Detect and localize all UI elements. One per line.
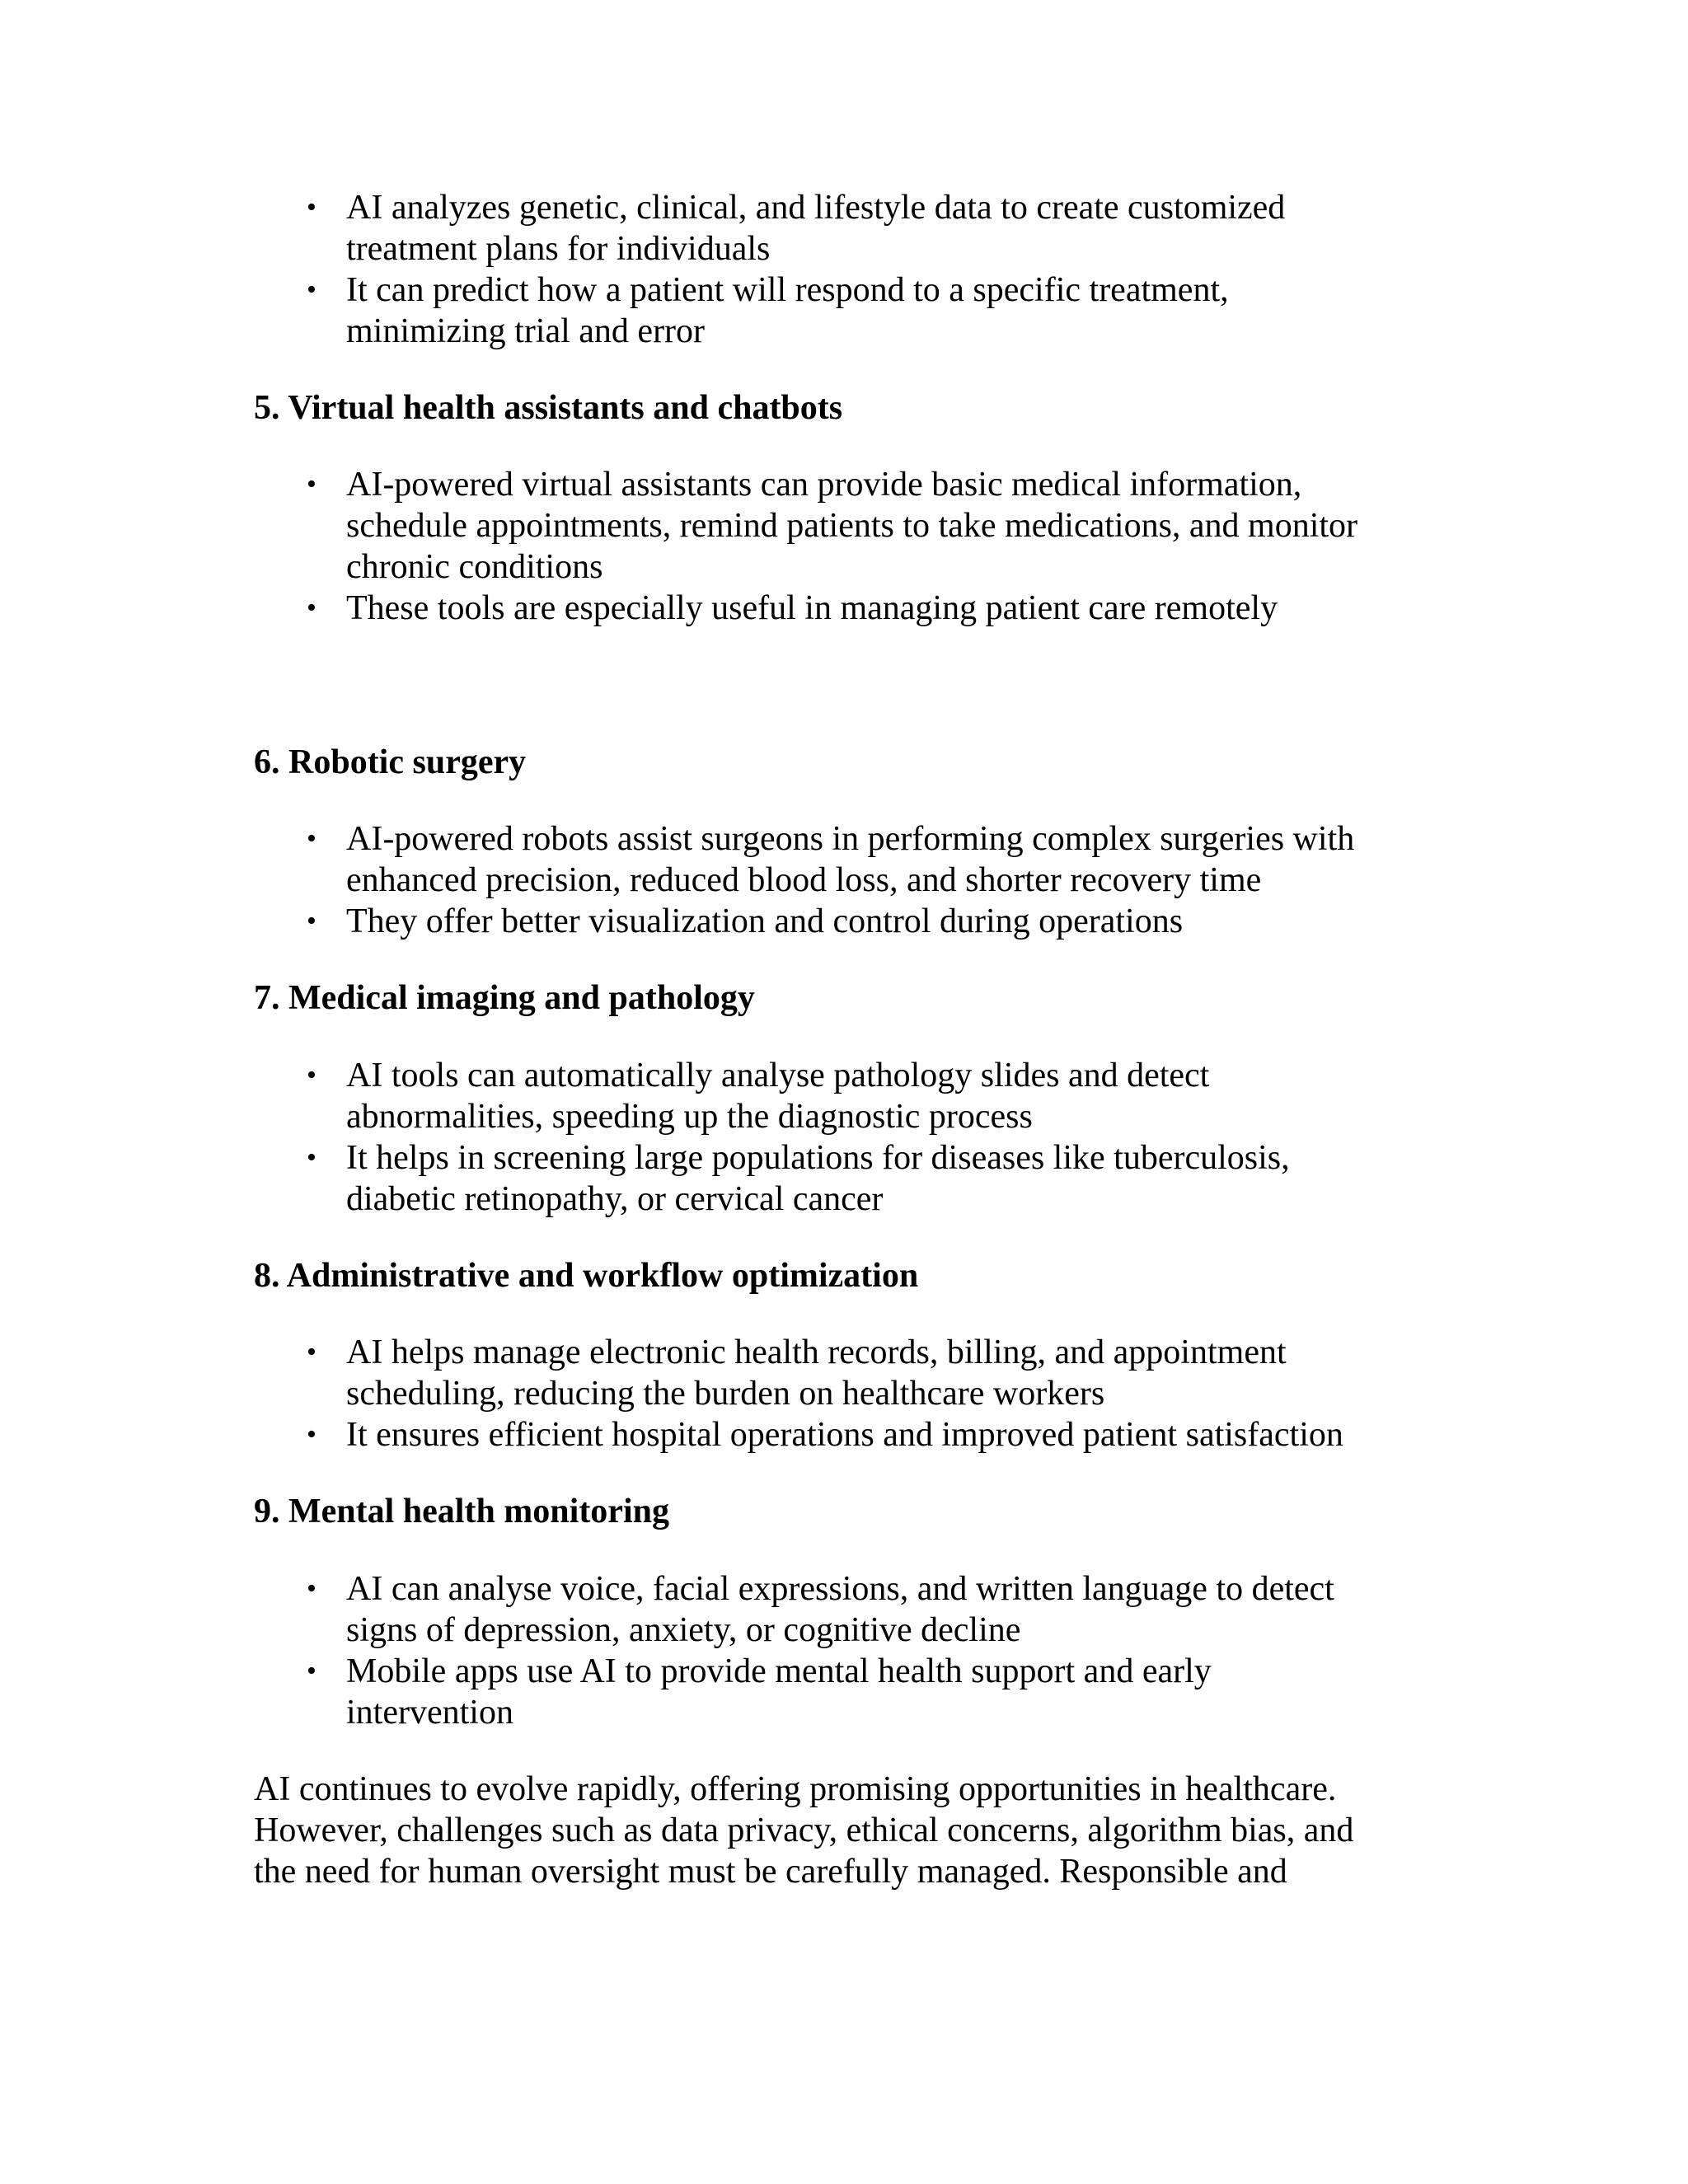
- bullet-icon: •: [307, 593, 316, 623]
- list-item-line: AI tools can automatically analyse pathology slides and detect: [346, 1057, 1210, 1094]
- list-item-line: treatment plans for individuals: [346, 230, 771, 268]
- list-item-line: It helps in screening large populations for diseases like tuberculosis,: [346, 1139, 1290, 1177]
- list-item-line: Mobile apps use AI to provide mental health support and early: [346, 1652, 1212, 1690]
- list-item-line: AI helps manage electronic health records, billing, and appointment: [346, 1333, 1287, 1371]
- paragraph-line: However, challenges such as data privacy, ethical concerns, algorithm bias, and: [254, 1811, 1354, 1849]
- list-item-line: chronic conditions: [346, 548, 603, 586]
- list-item-line: AI-powered robots assist surgeons in performing complex surgeries with: [346, 820, 1355, 858]
- list-item-line: AI analyzes genetic, clinical, and lifestyle data to create customized: [346, 189, 1286, 227]
- list-item-line: signs of depression, anxiety, or cognitive decline: [346, 1611, 1021, 1649]
- bullet-icon: •: [307, 1142, 316, 1173]
- bullet-icon: •: [307, 274, 316, 305]
- bullet-icon: •: [307, 906, 316, 936]
- list-item-line: It ensures efficient hospital operations and improved patient satisfaction: [346, 1416, 1343, 1454]
- section-heading: 9. Mental health monitoring: [254, 1493, 669, 1530]
- bullet-icon: •: [307, 1419, 316, 1450]
- list-item-line: intervention: [346, 1694, 513, 1732]
- section-heading: 8. Administrative and workflow optimization: [254, 1257, 919, 1295]
- list-item-line: It can predict how a patient will respond to a specific treatment,: [346, 271, 1229, 309]
- section-heading: 6. Robotic surgery: [254, 743, 527, 781]
- list-item-line: diabetic retinopathy, or cervical cancer: [346, 1180, 884, 1218]
- list-item-line: enhanced precision, reduced blood loss, and shorter recovery time: [346, 861, 1262, 899]
- list-item-line: These tools are especially useful in managing patient care remotely: [346, 589, 1278, 627]
- list-item-line: minimizing trial and error: [346, 312, 706, 350]
- bullet-icon: •: [307, 469, 316, 499]
- list-item-line: abnormalities, speeding up the diagnostic process: [346, 1098, 1033, 1136]
- bullet-icon: •: [307, 1060, 316, 1090]
- paragraph-line: the need for human oversight must be carefully managed. Responsible and: [254, 1853, 1287, 1891]
- list-item-line: schedule appointments, remind patients to take medications, and monitor: [346, 507, 1358, 545]
- list-item-line: scheduling, reducing the burden on healthcare workers: [346, 1375, 1105, 1413]
- list-item-line: AI-powered virtual assistants can provide basic medical information,: [346, 466, 1302, 504]
- bullet-icon: •: [307, 192, 316, 223]
- bullet-icon: •: [307, 1573, 316, 1604]
- section-heading: 5. Virtual health assistants and chatbots: [254, 389, 843, 427]
- list-item-line: They offer better visualization and control during operations: [346, 902, 1184, 940]
- paragraph-line: AI continues to evolve rapidly, offering promising opportunities in healthcare.: [254, 1770, 1337, 1808]
- list-item-line: AI can analyse voice, facial expressions, and written language to detect: [346, 1570, 1334, 1608]
- bullet-icon: •: [307, 823, 316, 854]
- section-heading: 7. Medical imaging and pathology: [254, 979, 755, 1017]
- bullet-icon: •: [307, 1337, 316, 1367]
- bullet-icon: •: [307, 1656, 316, 1686]
